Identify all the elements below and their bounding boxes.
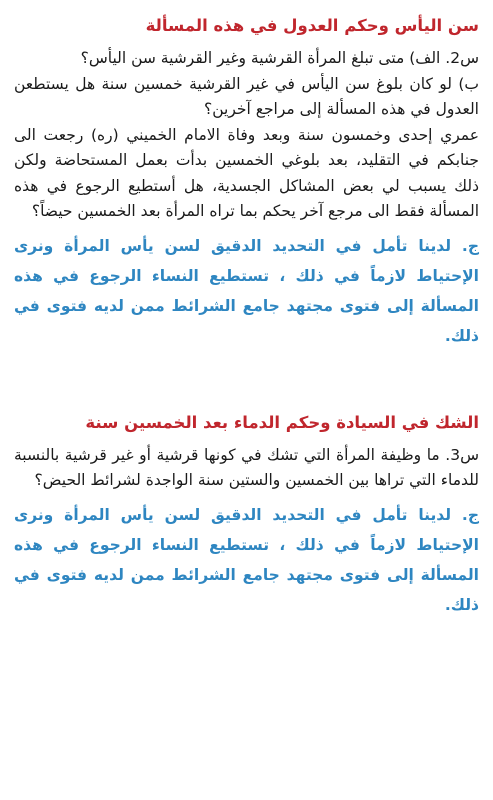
section-lineage-doubt <box>14 409 479 620</box>
question-text: س2. الف) متى تبلغ المرأة القرشية وغير القرشية سن اليأس؟ <box>80 49 479 67</box>
section-menopause-age <box>14 12 479 351</box>
question-text: ب) لو كان بلوغ سن اليأس في غير القرشية خمسين سنة هل يستطعن العدول في هذه المسألة إلى مراجع آخرين؟ <box>14 74 479 118</box>
question-text: س3. ما وظيفة المرأة التي تشك في كونها قرشية أو غير قرشية بالنسبة للدماء التي تراها بين الخمسين والستين سنة الواجدة لشرائط الحيض؟ <box>14 445 479 489</box>
section-heading: الشك في السيادة وحكم الدماء بعد الخمسين سنة <box>85 412 479 432</box>
answer-text: ج. لدينا تأمل في التحديد الدقيق لسن يأس المرأة ونرى الإحتياط لازماً في ذلك ، تستطيع النساء الرجوع في هذه المسألة إلى فتوى مجتهد جامع الشرائط ممن لديه فتوى في ذلك. <box>14 236 479 345</box>
section-heading: سن اليأس وحكم العدول في هذه المسألة <box>145 16 479 35</box>
question-text: عمري إحدى وخمسون سنة وبعد وفاة الامام الخميني (ره) رجعت الى جنابكم في التقليد، بعد بلوغي الخمسين بدأت بعمل المستحاضة ولكن ذلك يسبب لي بعض المشاكل الجسدية، هل أستطيع الرجوع في هذه المسألة فقط الى مرجع آخر يحكم بما تراه المرأة بعد الخمسين حيضاً؟ <box>14 125 479 220</box>
answer-text: ج. لدينا تأمل في التحديد الدقيق لسن يأس المرأة ونرى الإحتياط لازماً في ذلك ، تستطيع النساء الرجوع في هذه المسألة إلى فتوى مجتهد جامع الشرائط ممن لديه فتوى في ذلك. <box>14 505 479 614</box>
